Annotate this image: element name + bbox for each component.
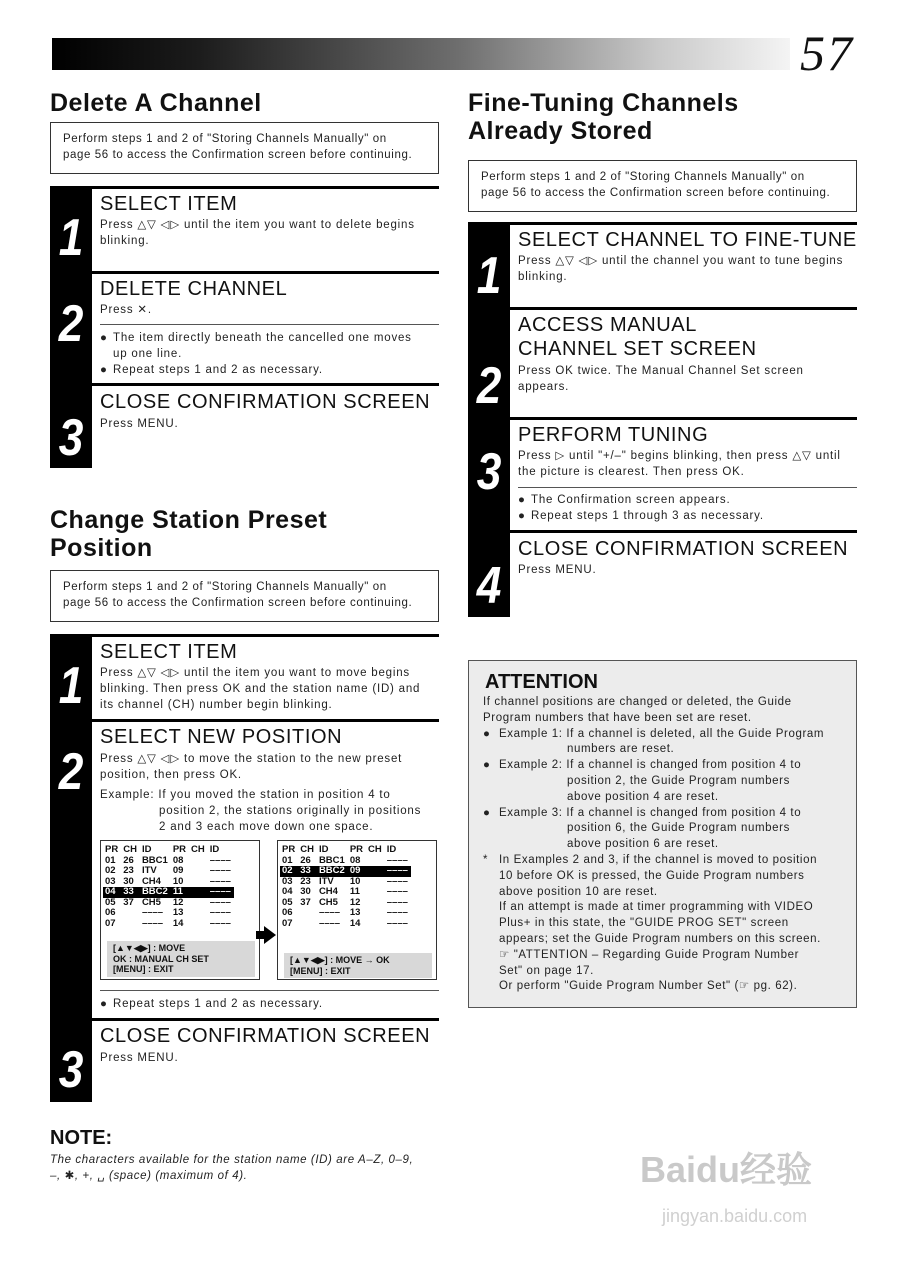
screen-after-row [280,908,411,919]
screen-after-cell: 08 [349,854,361,866]
screen-after-table [280,845,411,929]
screen-after-cell: –––– [385,866,411,877]
change-example-line2: position 2, the stations originally in positions [159,805,422,817]
fine-step2-title-line1: ACCESS MANUAL [518,314,697,336]
screen-before-cell: 09 [172,865,184,876]
screen-before-row [103,866,234,877]
watermark-logo: Baidu经验 [640,1149,813,1190]
screen-before-cell: –––– [209,865,231,876]
fine-step1-text [518,253,856,285]
delete-step2-bullets [100,330,435,378]
screen-after-cell: –––– [386,907,408,918]
delete-step2-rule [92,271,439,274]
fine-step3-title: PERFORM TUNING [518,424,709,446]
attention-intro1: If channel positions are changed or deleted, the Guide [483,696,792,708]
screen-after-row [280,919,411,930]
screen-after-cell: 04 [282,886,293,897]
fine-step2-line1: Press OK twice. The Manual Channel Set screen [518,365,804,377]
delete-step3-title: CLOSE CONFIRMATION SCREEN [100,391,431,413]
screen-after-cell: –––– [386,875,408,887]
change-step2-title: SELECT NEW POSITION [100,726,343,748]
screen-before-cell: –––– [208,887,234,898]
delete-step3-line1: Press MENU. [100,418,179,430]
change-step2-line1: Press △▽ ◁▷ to move the station to the new preset [100,753,403,765]
change-step1-number: 1 [58,657,84,715]
screen-after-cell: 03 [282,875,293,887]
change-intro-box [50,570,439,622]
screen-before-cell: CH4 [141,875,161,887]
screen-before-cell [121,919,140,930]
fine-bullet2: Repeat steps 1 through 3 as necessary. [531,510,764,522]
screen-before-cell: 05 [105,896,116,908]
attention-star8: Set" on page 17. [499,964,594,977]
screen-after-cell: 06 [282,907,293,918]
screen-before-cell: 08 [172,854,184,866]
screen-after-cell: 30 [300,886,311,897]
screen-after-cell [366,898,385,909]
screen-before-cell: 33 [121,887,140,898]
screen-before-cell: –––– [141,917,164,929]
bullet-icon: ● [518,510,526,522]
fine-step2-line2: appears. [518,381,570,393]
screen-after-cell [366,877,385,888]
change-intro-line2: page 56 to access the Confirmation screen before continuing. [63,597,413,609]
bullet-icon: ● [483,727,491,740]
screen-after [277,840,437,980]
attention-ex3c: above position 6 are reset. [567,838,719,851]
screen-after-row [280,866,411,877]
attention-box [468,660,857,1008]
screen-after-cell: 07 [282,917,293,929]
screen-after-cell: –––– [386,917,408,929]
screen-after-cell [366,919,385,930]
screen-after-header-row [280,845,411,856]
fine-step3-line2: the picture is clearest. Then press OK. [518,466,745,478]
screen-before-cell: –––– [141,907,164,918]
screen-before-hint [107,941,255,977]
attention-ex2b: position 2, the Guide Program numbers [567,774,790,787]
screen-after-cell [366,908,385,919]
change-example-line3: 2 and 3 each move down one space. [159,821,374,833]
fine-step1-number: 1 [476,247,502,305]
screen-before-hint3: [MENU] : EXIT [113,964,174,974]
screen-after-cell: 33 [298,866,317,877]
page-number: 57 [800,25,854,81]
delete-step1-line1: Press △▽ ◁▷ until the item you want to delete begins [100,219,415,231]
arrow-right-icon [264,926,276,944]
delete-step2-number: 2 [58,295,84,353]
delete-step3-rule [92,383,439,386]
fine-step2-text [518,363,856,395]
screen-before-cell [189,898,208,909]
fine-title-line1: Fine-Tuning Channels [468,89,739,117]
fine-step1-line2: blinking. [518,271,568,283]
screen-after-cell: ITV [318,875,334,887]
screen-before-cell: ITV [141,865,157,876]
fine-step2-title-line2: CHANNEL SET SCREEN [518,338,757,360]
fine-step1-title: SELECT CHANNEL TO FINE-TUNE [518,229,857,251]
screen-before-cell [121,908,140,919]
fine-step3-divider [518,487,857,488]
change-step2-line2: position, then press OK. [100,769,242,781]
delete-step1-title: SELECT ITEM [100,193,238,215]
screen-before-cell: 03 [105,875,116,887]
note-title: NOTE: [50,1127,113,1149]
attention-star3: above position 10 are reset. [499,885,658,898]
fine-intro-line2: page 56 to access the Confirmation screen before continuing. [481,187,831,199]
change-steps-bar [50,634,92,1102]
screen-after-cell: 05 [282,896,293,908]
change-step3-title: CLOSE CONFIRMATION SCREEN [100,1025,431,1047]
screen-after-cell: –––– [386,896,408,908]
delete-bullet1-line2: up one line. [113,348,183,360]
fine-step1-rule [510,222,857,225]
arrow-shaft [256,931,265,939]
fine-section-title [468,89,739,145]
screen-before-cell: 12 [172,896,184,908]
change-title-line1: Change Station Preset [50,506,328,534]
delete-step2-divider [100,324,439,325]
screen-before-cell: 13 [172,907,184,918]
screen-after-cell: CH4 [318,886,338,897]
screen-before-cell [189,866,208,877]
screen-after-cell: BBC1 [318,854,345,866]
attention-intro2: Program numbers that have been set are reset. [483,711,752,724]
screen-after-cell [366,866,385,877]
screen-before-header-cell: PR [172,844,187,855]
change-step1-line1: Press △▽ ◁▷ until the item you want to move begins [100,667,410,679]
screen-after-header-cell: ID [318,844,329,855]
screen-before-header-cell: PR [105,844,119,855]
delete-intro-line1: Perform steps 1 and 2 of "Storing Channels Manually" on [63,133,387,145]
screen-before-header-row [103,845,234,856]
fine-step3-text [518,448,856,480]
delete-steps-bar [50,186,92,468]
delete-bullet2: Repeat steps 1 and 2 as necessary. [113,364,323,376]
bullet-icon: ● [483,759,491,772]
fine-step4-number: 4 [476,557,502,615]
delete-bullet1-line1: The item directly beneath the cancelled one moves [113,332,412,344]
change-step2-text [100,751,435,835]
change-step1-rule [92,634,439,637]
delete-intro-box [50,122,439,174]
asterisk-icon: * [483,853,489,866]
note-line2: –, ✱, +, ␣ (space) (maximum of 4). [50,1170,248,1182]
screen-before-cell: 30 [123,875,134,887]
screen-before-cell: 02 [105,865,116,876]
attention-text [483,695,842,995]
screen-before-header-cell: CH [191,844,205,855]
change-title-line2: Position [50,534,153,562]
screen-after-cell: –––– [318,917,341,929]
attention-star4: If an attempt is made at timer programming with VIDEO [499,901,814,914]
screen-after-cell: –––– [386,886,408,897]
fine-step4-title: CLOSE CONFIRMATION SCREEN [518,538,849,560]
fine-step2-title [518,313,757,361]
screen-before-row [103,887,234,898]
attention-star7: ☞ "ATTENTION – Regarding Guide Program Number [499,948,800,961]
screen-before-cell [189,919,208,930]
bullet-icon: ● [518,494,526,506]
screen-before-row [103,908,234,919]
screen-before-cell: 07 [105,917,116,929]
change-step3-line1: Press MENU. [100,1052,179,1064]
screen-after-cell: 01 [282,854,293,866]
screen-before-cell: –––– [209,896,231,908]
screen-after-cell: 14 [349,917,361,929]
change-step2-number: 2 [58,743,84,801]
attention-ex2a: Example 2: If a channel is changed from position 4 to [499,759,802,772]
attention-star1: In Examples 2 and 3, if the channel is moved to position [499,853,818,866]
screen-before-hint1: [▲▼◀▶] : MOVE [113,943,186,953]
screen-after-cell [298,908,317,919]
screen-before-cell [189,877,208,888]
screen-after-cell: –––– [386,854,408,866]
screen-before-cell: –––– [209,854,231,866]
screen-before-cell: 06 [105,907,116,918]
fine-step4-rule [510,530,857,533]
change-bullet-text: Repeat steps 1 and 2 as necessary. [113,998,323,1010]
fine-intro-line1: Perform steps 1 and 2 of "Storing Channels Manually" on [481,171,805,183]
screen-before-cell: 26 [123,854,134,866]
attention-ex3a: Example 3: If a channel is changed from position 4 to [499,806,802,819]
screen-after-cell: 23 [300,875,311,887]
screen-before-cell: CH5 [141,896,161,908]
screen-after-row [280,887,411,898]
delete-step1-line2: blinking. [100,235,150,247]
screen-after-hint2: [MENU] : EXIT [290,965,351,976]
screen-before-cell: 04 [103,887,121,898]
screen-after-cell: 10 [349,875,361,887]
fine-step4-line1: Press MENU. [518,564,597,576]
change-step1-title: SELECT ITEM [100,641,238,663]
screen-before-header-cell: ID [141,844,152,855]
screen-before-header-cell: ID [209,844,220,855]
delete-intro-line2: page 56 to access the Confirmation screen before continuing. [63,149,413,161]
screen-before-table [103,845,234,929]
delete-step2-line1: Press ✕. [100,304,152,316]
screen-before-header-cell: CH [123,844,137,855]
screen-before-row [103,919,234,930]
bullet-icon: ● [100,998,108,1010]
fine-step3-bullets [518,492,856,524]
screen-after-hint1: [▲▼◀▶] : MOVE → OK [290,955,390,965]
screen-before-cell: BBC1 [141,854,168,866]
delete-step1-rule [92,186,439,189]
watermark-url: jingyan.baidu.com [662,1206,808,1226]
attention-star2: 10 before OK is pressed, the Guide Program numbers [499,869,805,882]
screen-after-cell: CH5 [318,896,338,908]
screen-after-cell [366,887,385,898]
note-text [50,1152,450,1184]
change-step1-line2: blinking. Then press OK and the station name (ID) and [100,683,421,695]
header-gradient-bar [52,38,790,70]
screen-before-cell: BBC2 [140,887,171,898]
screen-after-header-cell: CH [300,844,314,855]
change-example-line1: Example: If you moved the station in position 4 to [100,789,391,801]
attention-star5: Plus+ in this state, the "GUIDE PROG SET" screen [499,917,789,930]
bullet-icon: ● [483,806,491,819]
fine-step3-line1: Press ▷ until "+/–" begins blinking, then press △▽ until [518,450,841,462]
attention-title: ATTENTION [485,671,598,693]
delete-step3-number: 3 [58,409,84,467]
fine-step2-rule [510,307,857,310]
screen-after-header-cell: PR [282,844,296,855]
screen-before-cell: 11 [171,887,189,898]
bullet-icon: ● [100,332,108,344]
screen-before-cell: –––– [209,875,231,887]
change-step2-divider [100,990,439,991]
delete-section-title: Delete A Channel [50,89,262,117]
screen-after-cell: –––– [318,907,341,918]
change-intro-line1: Perform steps 1 and 2 of "Storing Channels Manually" on [63,581,387,593]
screen-before-cell: 14 [172,917,184,929]
change-step1-line3: its channel (CH) number begin blinking. [100,699,333,711]
fine-bullet1: The Confirmation screen appears. [531,494,731,506]
screen-after-header-cell: ID [386,844,397,855]
screen-after-cell: 02 [280,866,298,877]
delete-step1-number: 1 [58,209,84,267]
fine-step2-number: 2 [476,357,502,415]
screen-before-cell [189,887,208,898]
fine-step3-rule [510,417,857,420]
bullet-icon: ● [100,364,108,376]
fine-steps-bar [468,222,510,617]
screen-after-cell: 13 [349,907,361,918]
change-section-title [50,506,327,562]
attention-ex1a: Example 1: If a channel is deleted, all the Guide Program [499,727,825,740]
change-step2-rule [92,719,439,722]
attention-star6: appears; set the Guide Program numbers on this screen. [499,932,821,945]
screen-after-cell [298,919,317,930]
screen-after-cell: 37 [300,896,311,908]
delete-step1-text [100,217,435,249]
change-step3-rule [92,1018,439,1021]
screen-before-cell: –––– [209,907,231,918]
fine-step1-line1: Press △▽ ◁▷ until the channel you want to tune begins [518,255,844,267]
change-step3-number: 3 [58,1041,84,1099]
screen-after-cell: BBC2 [317,866,348,877]
attention-ex1b: numbers are reset. [567,743,675,756]
fine-step3-number: 3 [476,443,502,501]
attention-ex3b: position 6, the Guide Program numbers [567,822,790,835]
screen-after-cell: 12 [349,896,361,908]
screen-after-header-cell: CH [368,844,382,855]
screen-before-cell [189,856,208,867]
screen-before-hint2: OK : MANUAL CH SET [113,953,209,964]
screen-after-hint [284,953,432,978]
screen-before-cell: 10 [172,875,184,887]
note-line1: The characters available for the station name (ID) are A–Z, 0–9, [50,1154,414,1166]
attention-star9: Or perform "Guide Program Number Set" (☞ pg. 62). [499,980,798,993]
delete-step2-title: DELETE CHANNEL [100,278,288,300]
screen-before-cell: 23 [123,865,134,876]
screen-before-cell [189,908,208,919]
screen-before [100,840,260,980]
screen-after-cell: 09 [348,866,366,877]
fine-intro-box [468,160,857,212]
screen-after-cell: 11 [349,886,360,897]
screen-before-cell: 01 [105,854,116,866]
screen-after-cell: 26 [300,854,311,866]
screen-before-cell: 37 [123,896,134,908]
fine-title-line2: Already Stored [468,117,653,145]
change-step1-text [100,665,435,713]
attention-ex2c: above position 4 are reset. [567,790,719,803]
screen-after-header-cell: PR [349,844,364,855]
screen-before-cell: –––– [209,917,231,929]
screen-after-cell [366,856,385,867]
